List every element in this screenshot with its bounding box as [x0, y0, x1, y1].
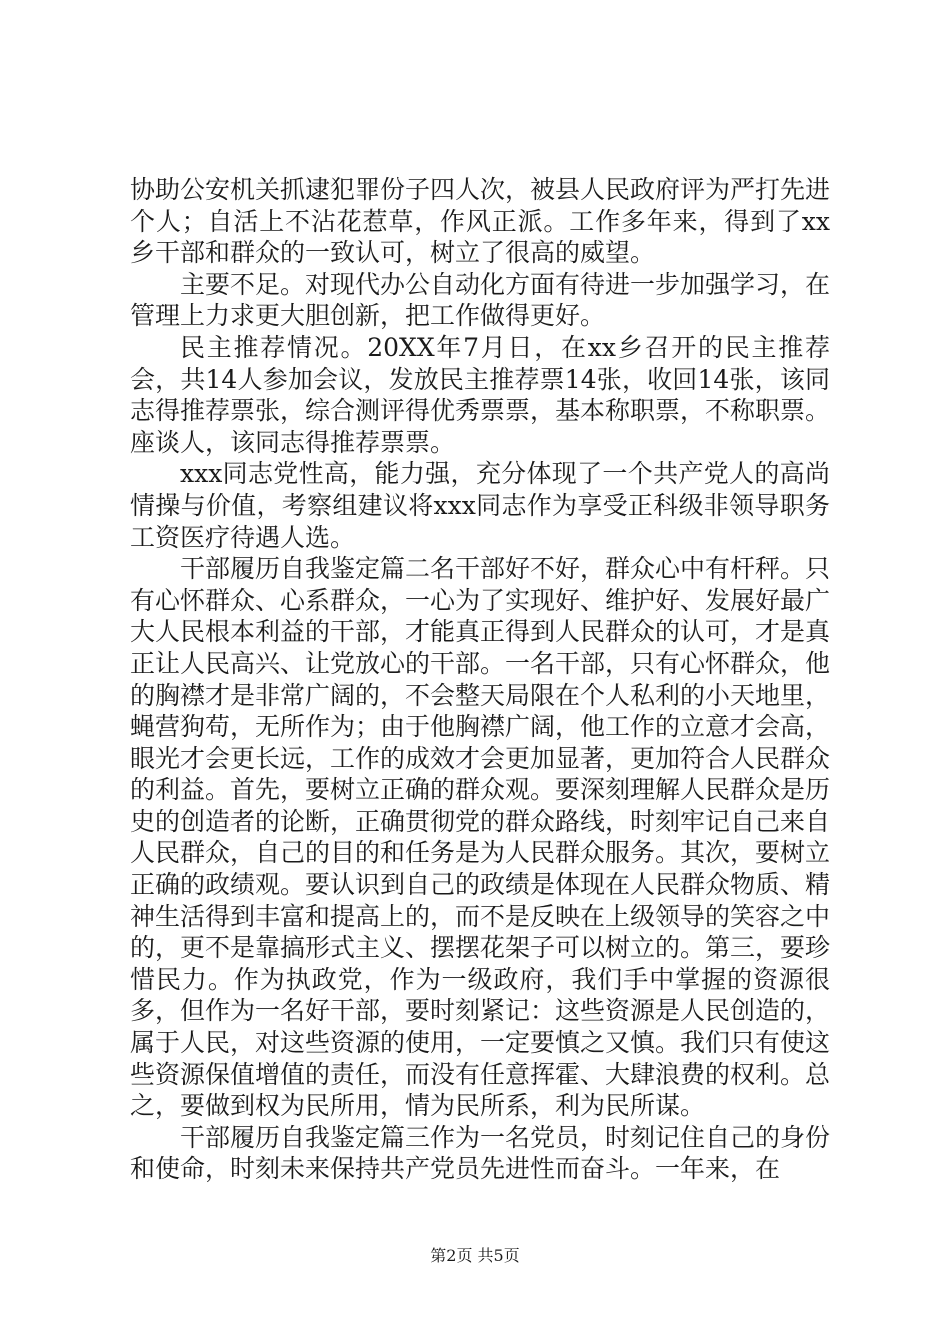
paragraph-continued: 协助公安机关抓逮犯罪份子四人次，被县人民政府评为严打先进个人；自活上不沾花惹草，作风正派。工作多年来，得到了xx乡干部和群众的一致认可，树立了很高的威望。 [130, 175, 831, 268]
page-number: 第2页 共5页 [430, 1246, 520, 1265]
paragraph-recommendation: 民主推荐情况。20XX年7月日，在xx乡召开的民主推荐会，共14人参加会议，发放民主推荐票14张，收回14张，该同志得推荐票张，综合测评得优秀票票，基本称职票，不称职票。座谈人，该同志得推荐票票。 [130, 332, 831, 457]
paragraph-part-three: 干部履历自我鉴定篇三作为一名党员，时刻记住自己的身份和使命，时刻未来保持共产党员先进性而奋斗。一年来，在 [130, 1122, 831, 1184]
document-body [130, 174, 830, 1185]
paragraph-conclusion: xxx同志党性高，能力强，充分体现了一个共产党人的高尚情操与价值，考察组建议将xxx同志作为享受正科级非领导职务工资医疗待遇人选。 [130, 459, 830, 552]
paragraph-shortcomings: 主要不足。对现代办公自动化方面有待进一步加强学习，在管理上力求更大胆创新，把工作做得更好。 [130, 269, 831, 331]
paragraph-part-two: 干部履历自我鉴定篇二名干部好不好，群众心中有杆秤。只有心怀群众、心系群众，一心为了实现好、维护好、发展好最广大人民根本利益的干部，才能真正得到人民群众的认可，才是真正让人民高兴、让党放心的干部。一名干部，只有心怀群众，他的胸襟才是非常广阔的，不会整天局限在个人私利的小天地里，蝇营狗苟，无所作为；由于他胸襟广阔，他工作的立意才会高，眼光才会更长远，工作的成效才会更加显著，更加符合人民群众的利益。首先，要树立正确的群众观。要深刻理解人民群众是历史的创造者的论断，正确贯彻党的群众路线，时刻牢记自己来自人民群众，自己的目的和任务是为人民群众服务。其次，要树立正确的政绩观。要认识到自己的政绩是体现在人民群众物质、精神生活得到丰富和提高上的，而不是反映在上级领导的笑容之中的，更不是靠搞形式主义、摆摆花架子可以树立的。第三，要珍惜民力。作为执政党，作为一级政府，我们手中掌握的资源很多，但作为一名好干部，要时刻紧记：这些资源是人民创造的，属于人民，对这些资源的使用，一定要慎之又慎。我们只有使这些资源保值增值的责任，而没有任意挥霍、大肆浪费的权利。总之，要做到权为民所用，情为民所系，利为民所谋。 [130, 554, 831, 1121]
